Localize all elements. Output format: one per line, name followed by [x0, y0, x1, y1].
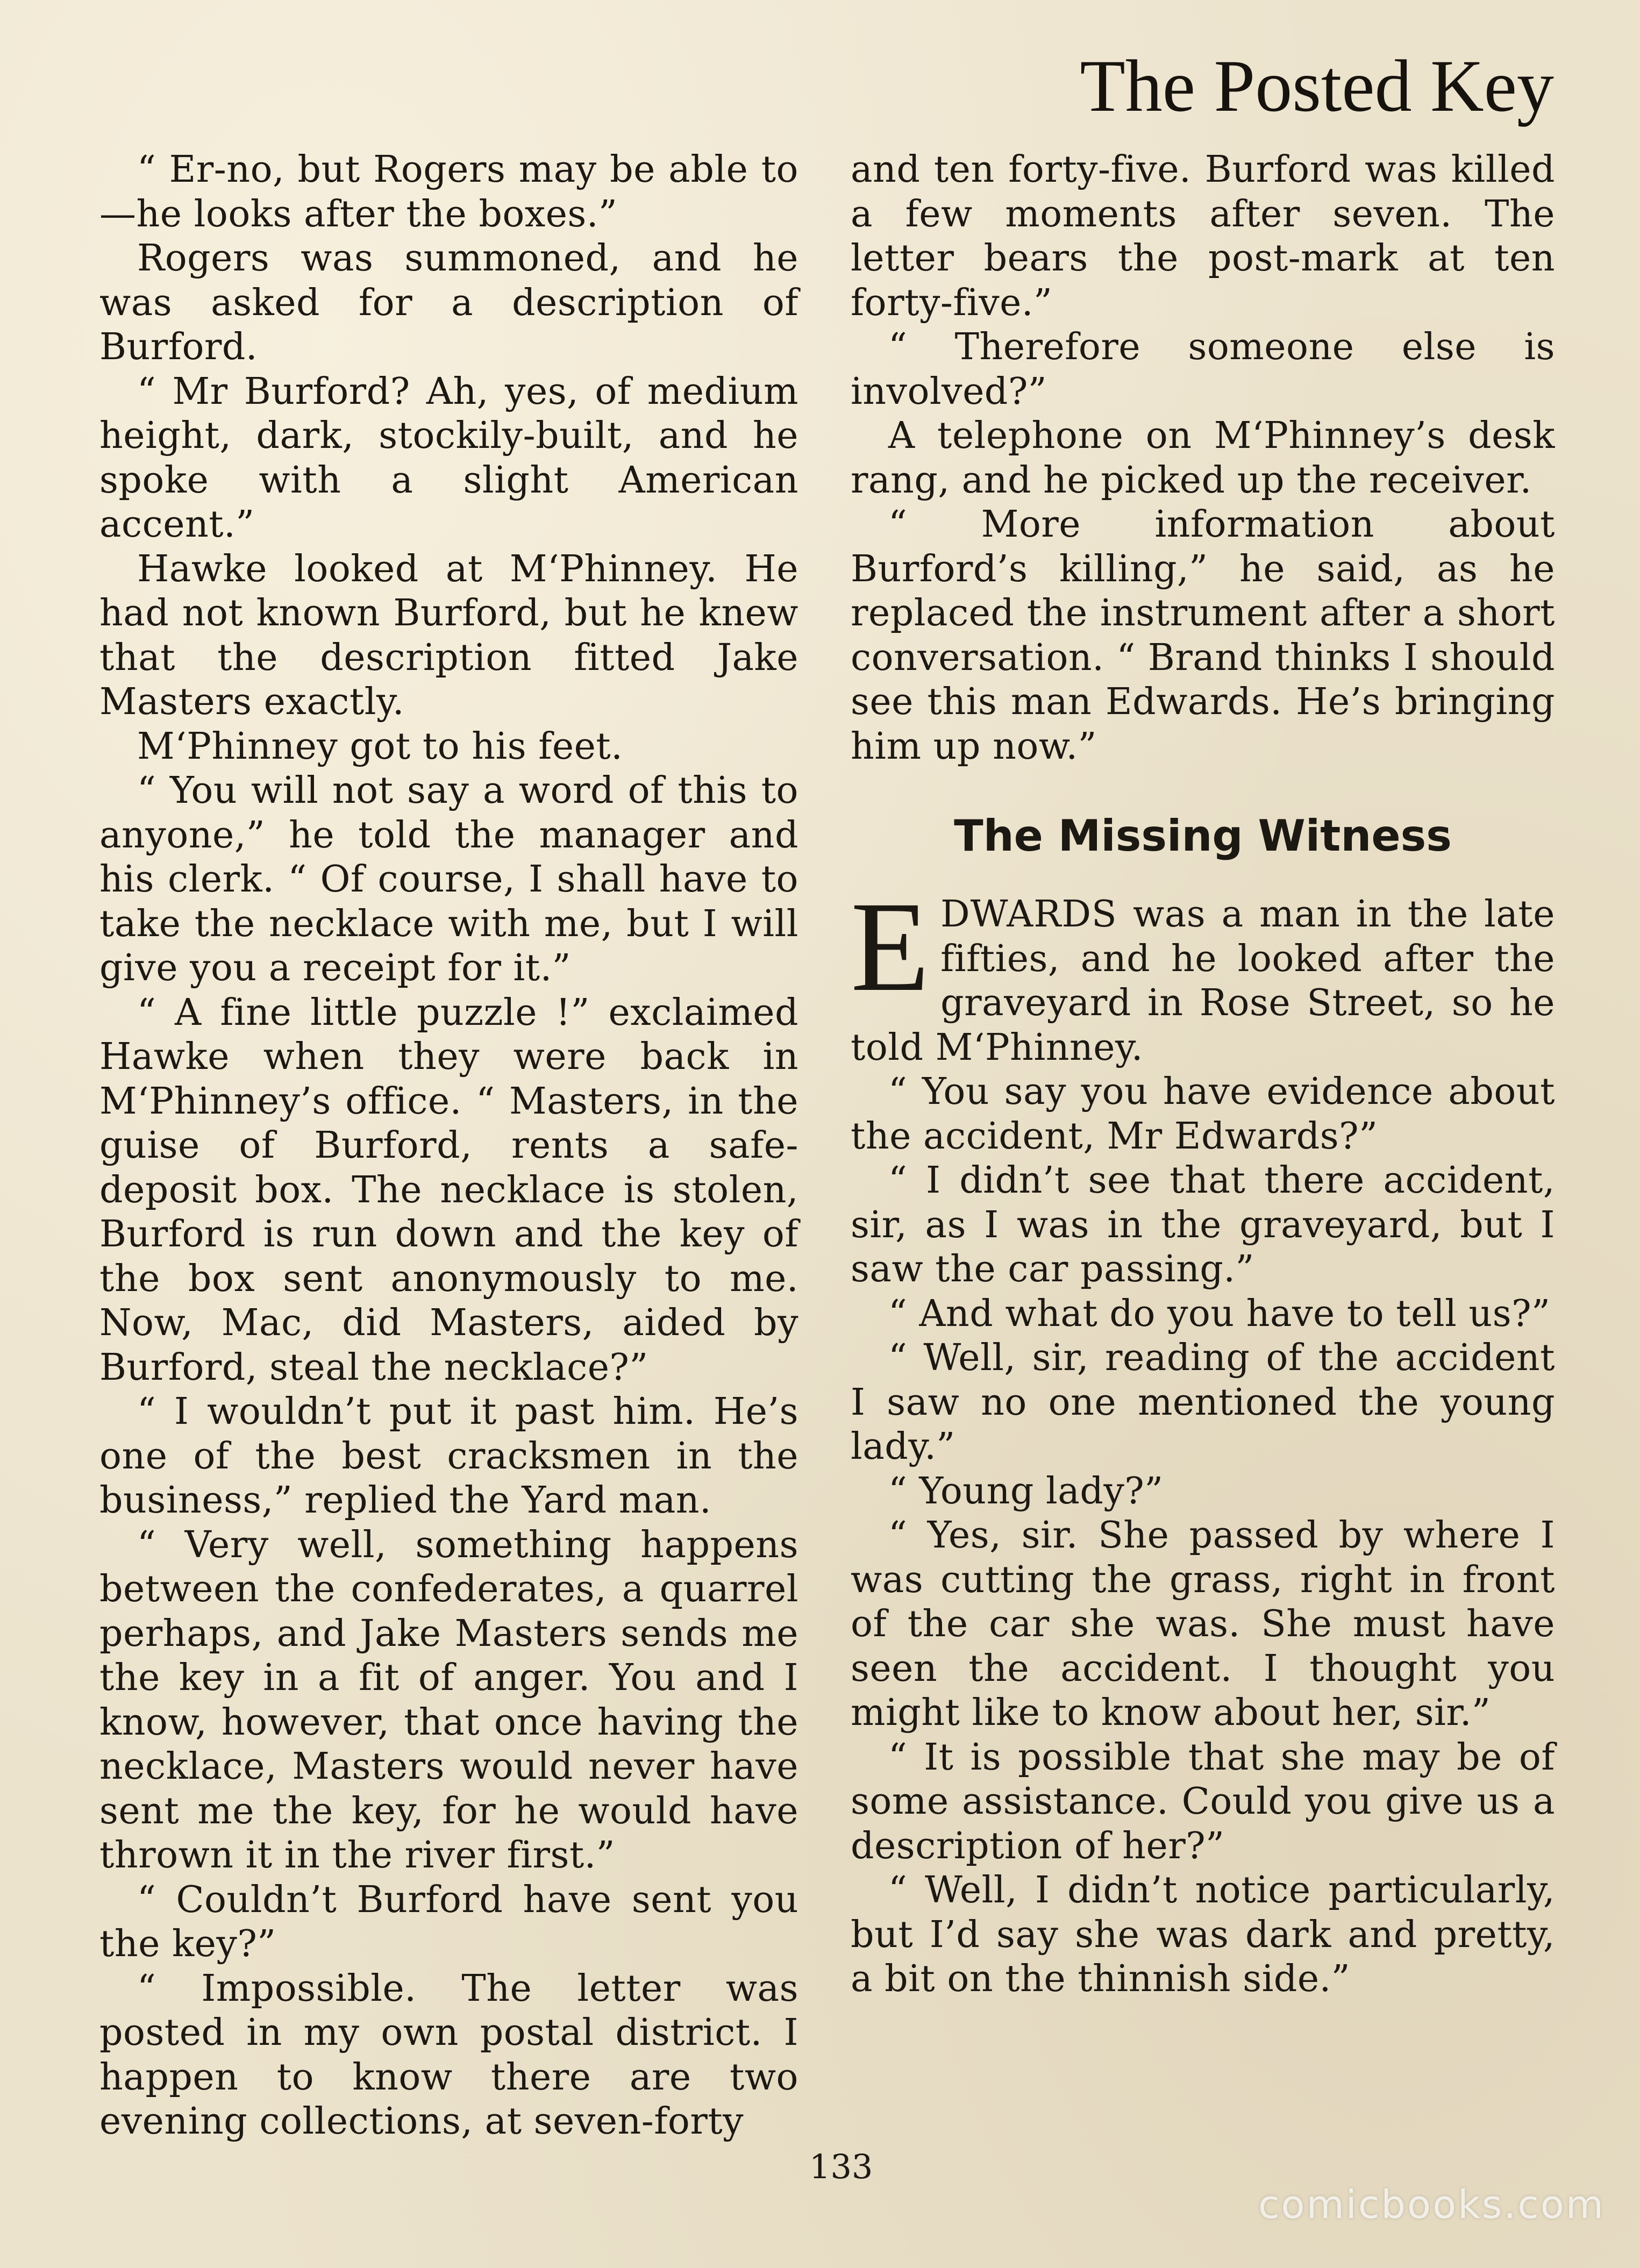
paragraph: “ Therefore someone else is involved?”: [851, 326, 1555, 413]
paragraph: “ Er-no, but Rogers may be able to—he looks after the boxes.”: [99, 148, 798, 236]
paragraph: “ Mr Burford? Ah, yes, of medium height, dark, stockily-built, and he spoke with a slight American accent.”: [99, 370, 798, 546]
paragraph: Hawke looked at M‘Phinney. He had not known Burford, but he knew that the description fitted Jake Masters exactly.: [99, 547, 798, 723]
paragraph: “ Young lady?”: [888, 1470, 1164, 1513]
paragraph: “ I wouldn’t put it past him. He’s one of the best cracksmen in the business,” replied the Yard man.: [99, 1390, 798, 1522]
drop-cap: E: [851, 875, 930, 1018]
opening-text: was a man in the late fifties, and he looked after the graveyard in Rose Street, so he told M‘Phinney.: [851, 893, 1555, 1069]
paragraph: “ You will not say a word of this to anyone,” he told the manager and his clerk. “ Of course, I shall have to take the necklace with me, but I will give you a receipt for it.”: [99, 769, 798, 989]
site-watermark: comicbooks.com: [1258, 2182, 1605, 2227]
paragraph: “ And what do you have to tell us?”: [888, 1292, 1551, 1335]
opening-caps: DWARDS: [940, 893, 1117, 936]
paragraph: “ Well, sir, reading of the accident I saw no one mentioned the young lady.”: [851, 1337, 1555, 1468]
left-column: [99, 148, 798, 2144]
paragraph: “ It is possible that she may be of some assistance. Could you give us a description of her?”: [851, 1736, 1555, 1867]
running-title: The Posted Key: [1080, 45, 1554, 127]
paragraph: “ A fine little puzzle !” exclaimed Hawke when they were back in M‘Phinney’s office. “ Masters, in the guise of Burford, rents a safe-deposit box. The necklace is stolen, Burford is run down and the key of the box sent anonymously to me. Now, Mac, did Masters, aided by Burford, steal the necklace?”: [99, 991, 798, 1389]
opening-paragraph: [851, 875, 1555, 1070]
paragraph: “ Yes, sir. She passed by where I was cutting the grass, right in front of the car she was. She must have seen the accident. I thought you might like to know about her, sir.”: [851, 1514, 1555, 1734]
paragraph: “ I didn’t see that there accident, sir, as I was in the graveyard, but I saw the car passing.”: [851, 1159, 1555, 1290]
paragraph: A telephone on M‘Phinney’s desk rang, and he picked up the receiver.: [851, 415, 1555, 502]
paragraph: “ More information about Burford’s killing,” he said, as he replaced the instrument after a short conversation. “ Brand thinks I should see this man Edwards. He’s bringing him up now.”: [851, 503, 1555, 768]
paragraph: Rogers was summoned, and he was asked for a description of Burford.: [99, 237, 798, 368]
paragraph: “ Very well, something happens between the confederates, a quarrel perhaps, and Jake Masters sends me the key in a fit of anger. You and I know, however, that once having the necklace, Masters would never have sent me the key, for he would have thrown it in the river first.”: [99, 1523, 798, 1877]
paragraph: and ten forty-five. Burford was killed a few moments after seven. The letter bears the post-mark at ten forty-five.”: [851, 148, 1555, 324]
paragraph: “ Impossible. The letter was posted in my own postal district. I happen to know there are two evening collections, at seven-forty: [99, 1967, 798, 2143]
paragraph: “ You say you have evidence about the accident, Mr Edwards?”: [851, 1071, 1555, 1158]
right-column: [851, 148, 1555, 2002]
paragraph: “ Well, I didn’t notice particularly, but I’d say she was dark and pretty, a bit on the thinnish side.”: [851, 1869, 1555, 2000]
paragraph: M‘Phinney got to his feet.: [137, 725, 623, 768]
page-number: 133: [809, 2147, 873, 2186]
section-subheading: The Missing Witness: [954, 811, 1452, 861]
paragraph: “ Couldn’t Burford have sent you the key?”: [99, 1878, 798, 1965]
